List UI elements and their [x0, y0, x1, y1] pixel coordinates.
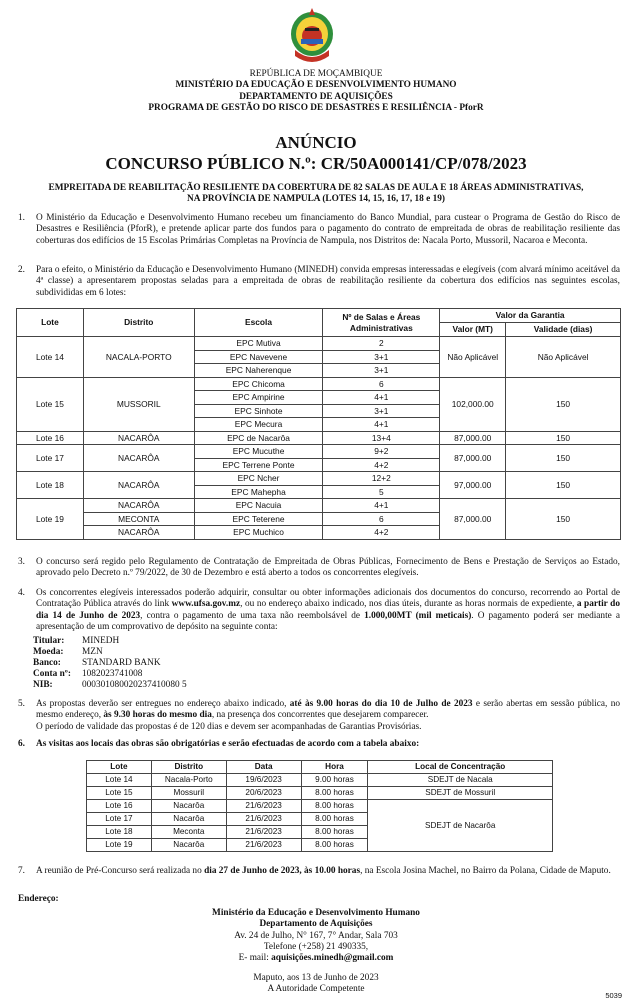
escola-cell: EPC Mahepha	[194, 485, 323, 499]
address-ministry: Ministério da Educação e Desenvolvimento Humano	[212, 908, 420, 918]
lote-cell: Lote 19	[87, 839, 152, 852]
salas-cell: 3+1	[323, 404, 440, 418]
distrito-cell: NACARÔA	[83, 472, 194, 499]
col-header-valor: Valor (MT)	[440, 323, 506, 337]
salas-cell: 3+1	[323, 350, 440, 364]
p5-opening: às 9.30 horas do mesmo dia	[103, 710, 212, 721]
account-banco	[33, 658, 161, 669]
p4-text-a: Os concorrentes elegíveis interessados poderão adquirir, consultar ou obter informações adicionais dos documentos do concurso, recorrendo ao Portal de Contratação Pública através do link	[36, 588, 620, 610]
escola-cell: EPC Chicoma	[194, 377, 323, 391]
salas-cell: 2	[323, 337, 440, 351]
escola-cell: EPC Mecura	[194, 418, 323, 432]
escola-cell: EPC Nacuia	[194, 499, 323, 513]
col-header-local: Local de Concentração	[368, 761, 553, 774]
salas-cell: 9+2	[323, 445, 440, 459]
distrito-cell: NACALA-PORTO	[83, 337, 194, 378]
paragraph-5	[36, 699, 620, 733]
escola-cell: EPC Terrene Ponte	[194, 458, 323, 472]
distrito-cell: Nacala-Porto	[151, 774, 226, 787]
announcement-title: ANÚNCIO	[275, 133, 357, 152]
data-cell: 21/6/2023	[226, 826, 301, 839]
col-header-salas: Nº de Salas e Áreas Administrativas	[323, 309, 440, 337]
footer-code: 5039	[605, 991, 622, 1000]
address-street: Av. 24 de Julho, N° 167, 7° Andar, Sala 703	[234, 930, 398, 941]
salas-cell: 5	[323, 485, 440, 499]
titular-value: MINEDH	[82, 636, 120, 646]
address-block	[0, 908, 632, 995]
local-cell: SDEJT de Nacarôa	[368, 800, 553, 852]
paragraph-2: Para o efeito, o Ministério da Educação e Desenvolvimento Humano (MINEDH) convida empresas interessadas e elegíveis (com alvará mínimo aceitável da 4ª classe) a apresentarem propostas seladas para a empreitada de obras de reabilitação resiliente da cobertura dos edifícios nas seguintes escolas, subdivididas em 6 lotes:	[36, 265, 620, 298]
paragraph-number: 2.	[18, 265, 25, 275]
table-row	[17, 377, 621, 391]
p4-text-d: . O pagamento poderá ser mediante a apresentação de um comprovativo de depósito na seguinte conta:	[36, 610, 621, 632]
lote-cell: Lote 15	[87, 787, 152, 800]
table-row	[17, 431, 621, 445]
hora-cell: 8.00 horas	[301, 800, 368, 813]
p7-text-a: A reunião de Pré-Concurso será realizada no	[36, 866, 205, 876]
visits-table	[86, 760, 553, 852]
conta-value: 1082023741008	[82, 669, 143, 679]
p5-text-a: As propostas deverão ser entregues no endereço abaixo indicado,	[36, 699, 290, 709]
valor-cell: 97,000.00	[440, 472, 506, 499]
salas-cell: 3+1	[323, 364, 440, 378]
table-row	[87, 774, 553, 787]
salas-cell: 6	[323, 512, 440, 526]
validade-cell: 150	[506, 377, 621, 431]
lots-table	[16, 308, 621, 540]
lote-cell: Lote 18	[17, 472, 84, 499]
salas-cell: 4+1	[323, 418, 440, 432]
salas-cell: 13+4	[323, 431, 440, 445]
address-phone: Telefone (+258) 21 490335,	[263, 941, 369, 952]
data-cell: 20/6/2023	[226, 787, 301, 800]
address-label: Endereço:	[18, 894, 59, 904]
titular-label: Titular:	[33, 636, 65, 646]
paragraph-6: As visitas aos locais das obras são obrigatórias e serão efectuadas de acordo com a tabela abaixo:	[36, 739, 420, 749]
hora-cell: 8.00 horas	[301, 826, 368, 839]
table-row	[17, 337, 621, 351]
paragraph-1: O Ministério da Educação e Desenvolvimento Humano recebeu um financiamento do Banco Mundial, para custear o Programa de Gestão do Risco de Desastres e Resiliência (PforR), e pretende aplicar parte dos fundos para o pagamento do contrato de empreitada de obras de reabilitação resiliente das coberturas dos edifícios de 15 Escolas Primárias Completas na Província de Nampula, nos Distritos de: Nacala Porto, Mussoril, Nacaroa e Meconta.	[36, 213, 620, 246]
email-label: E- mail:	[238, 953, 272, 964]
p5-text-b: e serão abertas em sessão pública, no mesmo endereço,	[36, 699, 621, 721]
lote-cell: Lote 14	[17, 337, 84, 378]
banco-value: STANDARD BANK	[82, 658, 161, 668]
p4-start-date: a partir do dia 14 de Junho de 2023	[36, 599, 621, 621]
salas-cell: 4+2	[323, 458, 440, 472]
signature-authority: A Autoridade Competente	[267, 983, 365, 994]
data-cell: 21/6/2023	[226, 839, 301, 852]
escola-cell: EPC Sinhote	[194, 404, 323, 418]
account-moeda	[33, 647, 103, 658]
col-header-data: Data	[226, 761, 301, 774]
paragraph-4	[36, 588, 620, 633]
distrito-cell: Mossuril	[151, 787, 226, 800]
table-row	[17, 445, 621, 459]
validade-cell: 150	[506, 445, 621, 472]
account-nib	[33, 680, 187, 691]
distrito-cell: MECONTA	[83, 512, 194, 526]
table-row	[87, 800, 553, 813]
local-cell: SDEJT de Nacala	[368, 774, 553, 787]
p4-text-b: , ou no endereço abaixo indicado, nos dias úteis, durante as horas normais de expediente,	[240, 599, 577, 610]
ministry-name: MINISTÉRIO DA EDUCAÇÃO E DESENVOLVIMENTO HUMANO	[175, 80, 457, 91]
col-header-lote: Lote	[87, 761, 152, 774]
moeda-value: MZN	[82, 647, 103, 657]
paragraph-7	[36, 866, 620, 877]
tender-title: CONCURSO PÚBLICO N.º: CR/50A000141/CP/078/2023	[105, 154, 527, 173]
distrito-cell: NACARÔA	[83, 445, 194, 472]
lote-cell: Lote 16	[87, 800, 152, 813]
salas-cell: 4+2	[323, 526, 440, 540]
moeda-label: Moeda:	[33, 647, 64, 657]
lote-cell: Lote 15	[17, 377, 84, 431]
lote-cell: Lote 16	[17, 431, 84, 445]
validade-cell: 150	[506, 431, 621, 445]
banco-label: Banco:	[33, 658, 61, 668]
salas-cell: 12+2	[323, 472, 440, 486]
paragraph-number: 3.	[18, 557, 25, 567]
escola-cell: EPC de Nacarôa	[194, 431, 323, 445]
lote-cell: Lote 18	[87, 826, 152, 839]
escola-cell: EPC Mutiva	[194, 337, 323, 351]
valor-cell: 87,000.00	[440, 445, 506, 472]
col-header-lote: Lote	[17, 309, 84, 337]
local-cell: SDEJT de Mossuril	[368, 787, 553, 800]
paragraph-number: 1.	[18, 213, 25, 223]
paragraph-number: 6.	[18, 739, 25, 749]
conta-label: Conta nº:	[33, 669, 71, 679]
distrito-cell: Nacarôa	[151, 800, 226, 813]
salas-cell: 6	[323, 377, 440, 391]
col-header-escola: Escola	[194, 309, 323, 337]
paragraph-number: 4.	[18, 588, 25, 598]
col-header-validade: Validade (dias)	[506, 323, 621, 337]
account-conta	[33, 669, 142, 680]
lote-cell: Lote 17	[87, 813, 152, 826]
program-name: PROGRAMA DE GESTÃO DO RISCO DE DESASTRES E RESILIÊNCIA - PforR	[148, 102, 484, 113]
data-cell: 21/6/2023	[226, 800, 301, 813]
escola-cell: EPC Naherenque	[194, 364, 323, 378]
p7-date: dia 27 de Junho de 2023, às 10.00 horas	[204, 866, 361, 876]
salas-cell: 4+1	[323, 499, 440, 513]
valor-cell: Não Aplicável	[440, 337, 506, 378]
distrito-cell: NACARÔA	[83, 431, 194, 445]
p5-deadline: até às 9.00 horas do dia 10 de Julho de 2023	[289, 699, 473, 709]
distrito-cell: NACARÔA	[83, 499, 194, 513]
validade-cell: 150	[506, 472, 621, 499]
valor-cell: 102,000.00	[440, 377, 506, 431]
p5-text-c: , na presença dos concorrentes que desejarem comparecer.	[211, 710, 429, 721]
table-row	[17, 499, 621, 513]
nib-value: 000301080020237410080 5	[82, 680, 187, 690]
col-header-distrito: Distrito	[151, 761, 226, 774]
lote-cell: Lote 19	[17, 499, 84, 540]
distrito-cell: Meconta	[151, 826, 226, 839]
p4-fee: 1.000,00MT (mil meticais)	[364, 610, 472, 621]
header	[0, 69, 632, 114]
escola-cell: EPC Mucuthe	[194, 445, 323, 459]
subtitle-line-1: EMPREITADA DE REABILITAÇÃO RESILIENTE DA COBERTURA DE 82 SALAS DE AULA E 18 ÁREAS ADMINISTRATIVAS,	[48, 183, 584, 193]
tender-subtitle	[0, 183, 632, 206]
distrito-cell: Nacarôa	[151, 839, 226, 852]
nib-label: NIB:	[33, 680, 53, 690]
republic-name: REPÚBLICA DE MOÇAMBIQUE	[249, 69, 383, 79]
escola-cell: EPC Teterene	[194, 512, 323, 526]
validade-cell: 150	[506, 499, 621, 540]
distrito-cell: Nacarôa	[151, 813, 226, 826]
address-email-line	[0, 953, 632, 964]
portal-link[interactable]: www.ufsa.gov.mz	[171, 599, 241, 610]
p4-text-c: , contra o pagamento de uma taxa não reembolsável de	[140, 610, 365, 621]
email-link[interactable]: aquisições.minedh@gmail.com	[271, 953, 394, 964]
distrito-cell: NACARÔA	[83, 526, 194, 540]
data-cell: 19/6/2023	[226, 774, 301, 787]
table-row	[87, 787, 553, 800]
hora-cell: 8.00 horas	[301, 813, 368, 826]
hora-cell: 8.00 horas	[301, 839, 368, 852]
escola-cell: EPC Navevene	[194, 350, 323, 364]
table-row	[17, 472, 621, 486]
paragraph-number: 7.	[18, 866, 25, 876]
salas-cell: 4+1	[323, 391, 440, 405]
data-cell: 21/6/2023	[226, 813, 301, 826]
lote-cell: Lote 14	[87, 774, 152, 787]
col-header-distrito: Distrito	[83, 309, 194, 337]
hora-cell: 9.00 horas	[301, 774, 368, 787]
col-header-garantia: Valor da Garantia	[440, 309, 621, 323]
account-titular	[33, 636, 119, 647]
col-header-hora: Hora	[301, 761, 368, 774]
mozambique-emblem-icon	[287, 4, 337, 66]
escola-cell: EPC Muchico	[194, 526, 323, 540]
signature-date: Maputo, aos 13 de Junho de 2023	[253, 972, 379, 983]
department-name: DEPARTAMENTO DE AQUISIÇÕES	[239, 91, 393, 102]
escola-cell: EPC Ncher	[194, 472, 323, 486]
address-department: Departamento de Aquisições	[259, 919, 373, 930]
p5-validity: O período de validade das propostas é de 120 dias e devem ser acompanhadas de Garantias Provisórias.	[36, 721, 422, 732]
p7-text-b: , na Escola Josina Machel, no Bairro da Polana, Cidade de Maputo.	[360, 866, 611, 876]
distrito-cell: MUSSORIL	[83, 377, 194, 431]
valor-cell: 87,000.00	[440, 431, 506, 445]
subtitle-line-2: NA PROVÍNCIA DE NAMPULA (LOTES 14, 15, 16, 17, 18 e 19)	[187, 194, 445, 205]
hora-cell: 8.00 horas	[301, 787, 368, 800]
escola-cell: EPC Ampirine	[194, 391, 323, 405]
valor-cell: 87,000.00	[440, 499, 506, 540]
validade-cell: Não Aplicável	[506, 337, 621, 378]
lote-cell: Lote 17	[17, 445, 84, 472]
paragraph-3: O concurso será regido pelo Regulamento de Contratação de Empreitada de Obras Públicas, Fornecimento de Bens e Prestação de Serviços ao Estado, aprovado pelo Decreto n.º 79/2022, de 30 de Dezembro e está aberto a todos os concorrentes elegíveis.	[36, 557, 620, 579]
paragraph-number: 5.	[18, 699, 25, 709]
